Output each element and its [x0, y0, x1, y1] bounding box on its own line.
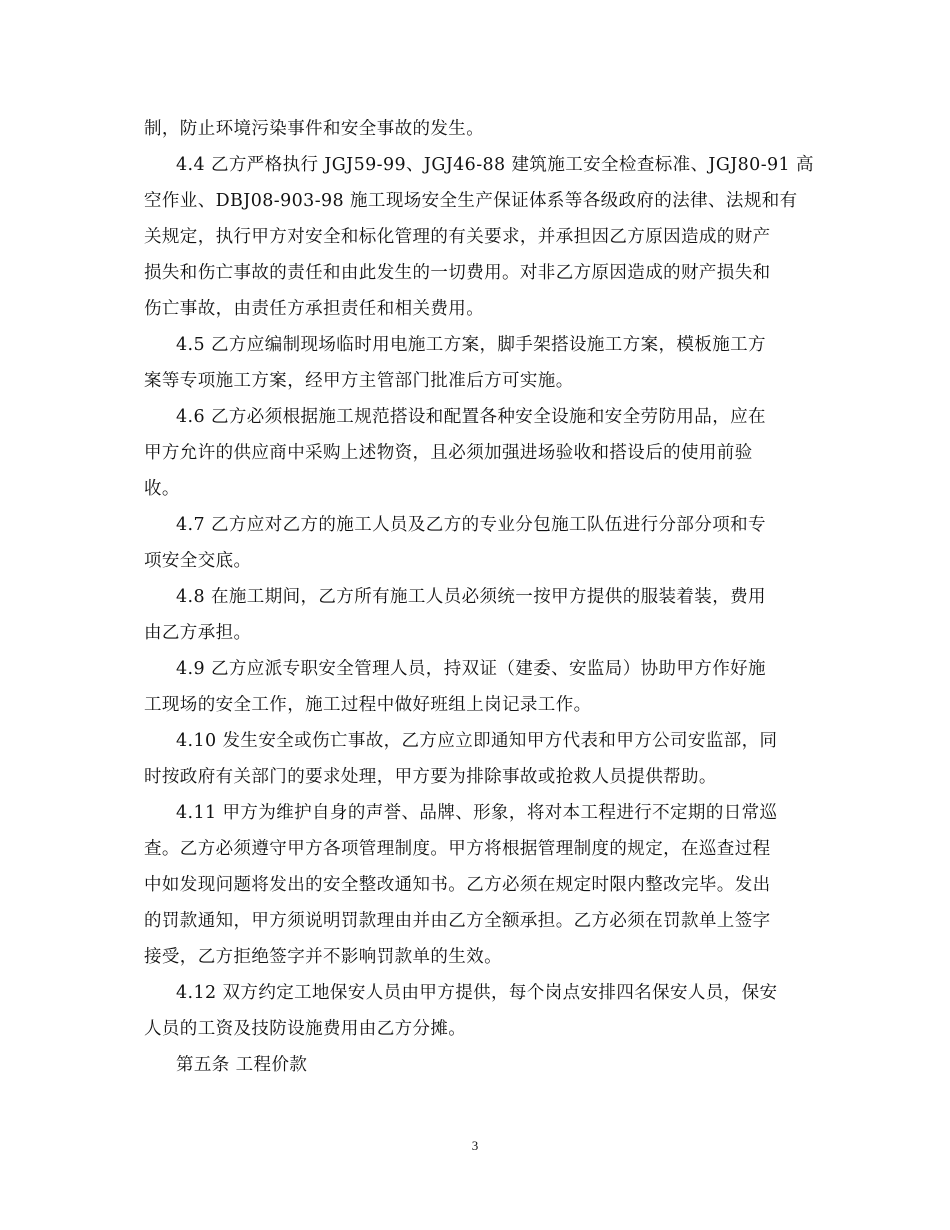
text-line: 4.8 在施工期间，乙方所有施工人员必须统一按甲方提供的服装着装，费用	[176, 587, 766, 607]
text-line: 4.10 发生安全或伤亡事故，乙方应立即通知甲方代表和甲方公司安监部，同	[176, 731, 778, 751]
text-line: 关规定，执行甲方对安全和标化管理的有关要求，并承担因乙方原因造成的财产	[144, 227, 771, 247]
text-line: 损失和伤亡事故的责任和由此发生的一切费用。对非乙方原因造成的财产损失和	[144, 263, 771, 283]
text-line: 人员的工资及技防设施费用由乙方分摊。	[144, 1019, 467, 1039]
text-line: 接受，乙方拒绝签字并不影响罚款单的生效。	[144, 947, 502, 967]
text-line: 时按政府有关部门的要求处理，甲方要为排除事故或抢救人员提供帮助。	[144, 767, 717, 787]
text-line: 制，防止环境污染事件和安全事故的发生。	[144, 119, 485, 139]
text-line: 4.4 乙方严格执行 JGJ59-99、JGJ46-88 建筑施工安全检查标准、JGJ80-91 高	[176, 155, 814, 175]
text-line: 4.9 乙方应派专职安全管理人员，持双证（建委、安监局）协助甲方作好施	[176, 659, 766, 679]
text-line: 空作业、DBJ08-903-98 施工现场安全生产保证体系等各级政府的法律、法规和有	[144, 191, 798, 211]
section-heading: 第五条 工程价款	[176, 1055, 308, 1075]
text-line: 项安全交底。	[144, 551, 252, 571]
text-line: 工现场的安全工作，施工过程中做好班组上岗记录工作。	[144, 695, 592, 715]
text-line: 由乙方承担。	[144, 623, 252, 643]
text-line: 4.12 双方约定工地保安人员由甲方提供，每个岗点安排四名保安人员，保安	[176, 983, 778, 1003]
text-line: 中如发现问题将发出的安全整改通知书。乙方必须在规定时限内整改完毕。发出	[144, 875, 771, 895]
text-line: 查。乙方必须遵守甲方各项管理制度。甲方将根据管理制度的规定，在巡查过程	[144, 839, 771, 859]
text-line: 4.6 乙方必须根据施工规范搭设和配置各种安全设施和安全劳防用品，应在	[176, 407, 766, 427]
text-line: 伤亡事故，由责任方承担责任和相关费用。	[144, 299, 485, 319]
text-line: 收。	[144, 479, 180, 499]
text-line: 4.7 乙方应对乙方的施工人员及乙方的专业分包施工队伍进行分部分项和专	[176, 515, 766, 535]
text-line: 案等专项施工方案，经甲方主管部门批准后方可实施。	[144, 371, 574, 391]
text-line: 的罚款通知，甲方须说明罚款理由并由乙方全额承担。乙方必须在罚款单上签字	[144, 911, 771, 931]
text-line: 4.5 乙方应编制现场临时用电施工方案，脚手架搭设施工方案，模板施工方	[176, 335, 766, 355]
text-line: 4.11 甲方为维护自身的声誉、品牌、形象，将对本工程进行不定期的日常巡	[176, 803, 778, 823]
page-number: 3	[471, 1138, 479, 1153]
text-line: 甲方允许的供应商中采购上述物资，且必须加强进场验收和搭设后的使用前验	[144, 443, 753, 463]
